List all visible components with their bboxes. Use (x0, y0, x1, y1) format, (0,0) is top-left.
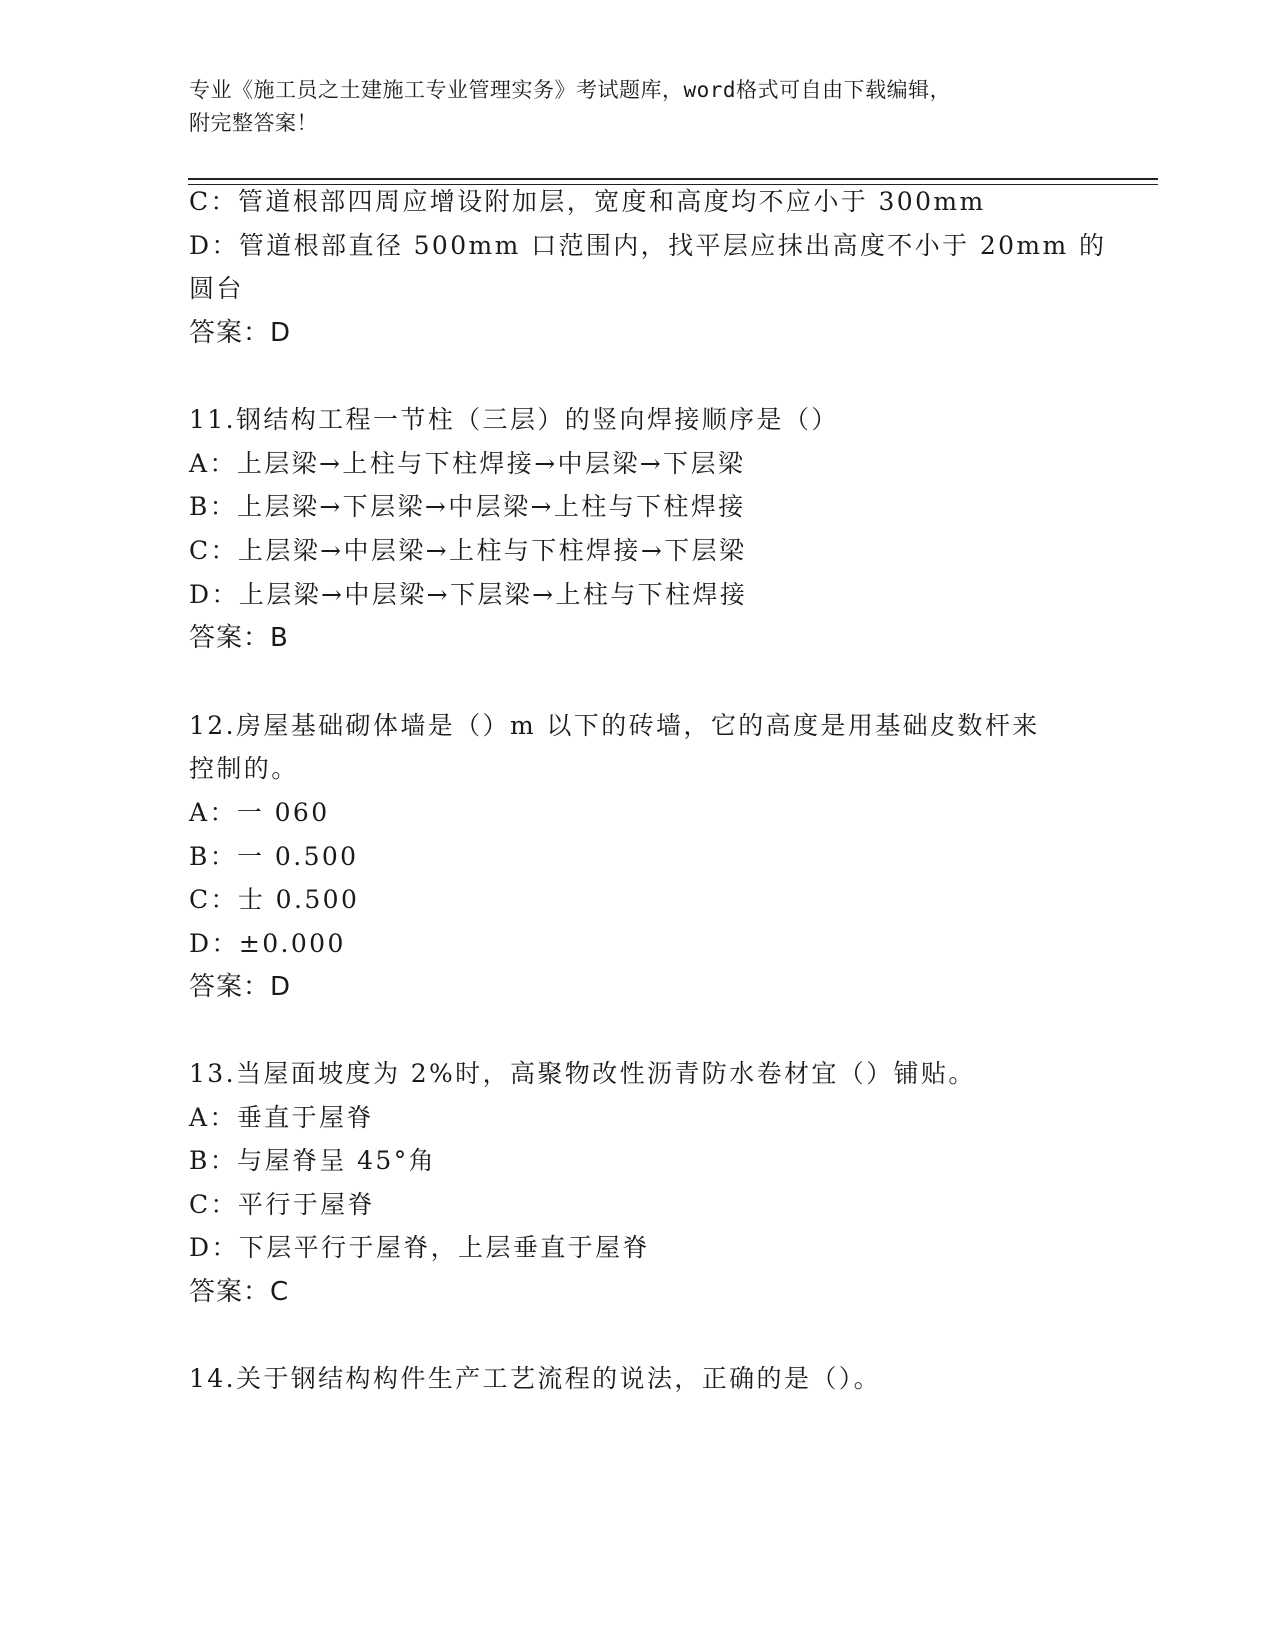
q11-option-d: D：上层梁→中层梁→下层梁→上柱与下柱焊接 (189, 580, 748, 609)
q13-option-c: C：平行于屋脊 (189, 1190, 375, 1219)
q10-option-d-line-2: 圆台 (189, 274, 244, 303)
q12-stem-line-1: 12.房屋基础砌体墙是（）m 以下的砖墙，它的高度是用基础皮数杆来 (189, 711, 1040, 740)
q13-option-b: B：与屋脊呈 45°角 (189, 1146, 437, 1175)
document-header (189, 74, 1079, 140)
q13-answer: 答案：C (189, 1277, 290, 1307)
header-title-line-2: 附完整答案！ (189, 111, 318, 135)
header-title-line-1: 专业《施工员之土建施工专业管理实务》考试题库，word格式可自由下载编辑， (189, 78, 952, 102)
q12-stem-line-2: 控制的。 (189, 754, 299, 783)
q12-option-b: B：一 0.500 (189, 842, 359, 871)
header-divider-thick (188, 178, 1158, 180)
q11-answer: 答案：B (189, 623, 289, 653)
q14-stem: 14.关于钢结构构件生产工艺流程的说法，正确的是（）。 (189, 1364, 882, 1393)
q10-option-d-line-1: D：管道根部直径 500mm 口范围内，找平层应抹出高度不小于 20mm 的 (189, 231, 1107, 260)
q12-option-a: A：一 060 (189, 798, 330, 827)
q11-option-a: A：上层梁→上柱与下柱焊接→中层梁→下层梁 (189, 449, 746, 478)
q13-stem: 13.当屋面坡度为 2%时，高聚物改性沥青防水卷材宜（）铺贴。 (189, 1059, 976, 1088)
q11-option-c: C：上层梁→中层梁→上柱与下柱焊接→下层梁 (189, 536, 747, 565)
q10-option-c: C：管道根部四周应增设附加层，宽度和高度均不应小于 300mm (189, 187, 986, 216)
q11-stem: 11.钢结构工程一节柱（三层）的竖向焊接顺序是（） (189, 405, 839, 434)
header-divider-thin (188, 184, 1158, 185)
q12-answer: 答案：D (189, 972, 292, 1002)
q12-option-d: D：±0.000 (189, 929, 346, 958)
q10-answer: 答案：D (189, 318, 292, 348)
q11-option-b: B：上层梁→下层梁→中层梁→上柱与下柱焊接 (189, 492, 746, 521)
q12-option-c: C：士 0.500 (189, 885, 360, 914)
q13-option-d: D：下层平行于屋脊，上层垂直于屋脊 (189, 1233, 650, 1262)
q13-option-a: A：垂直于屋脊 (189, 1103, 374, 1132)
